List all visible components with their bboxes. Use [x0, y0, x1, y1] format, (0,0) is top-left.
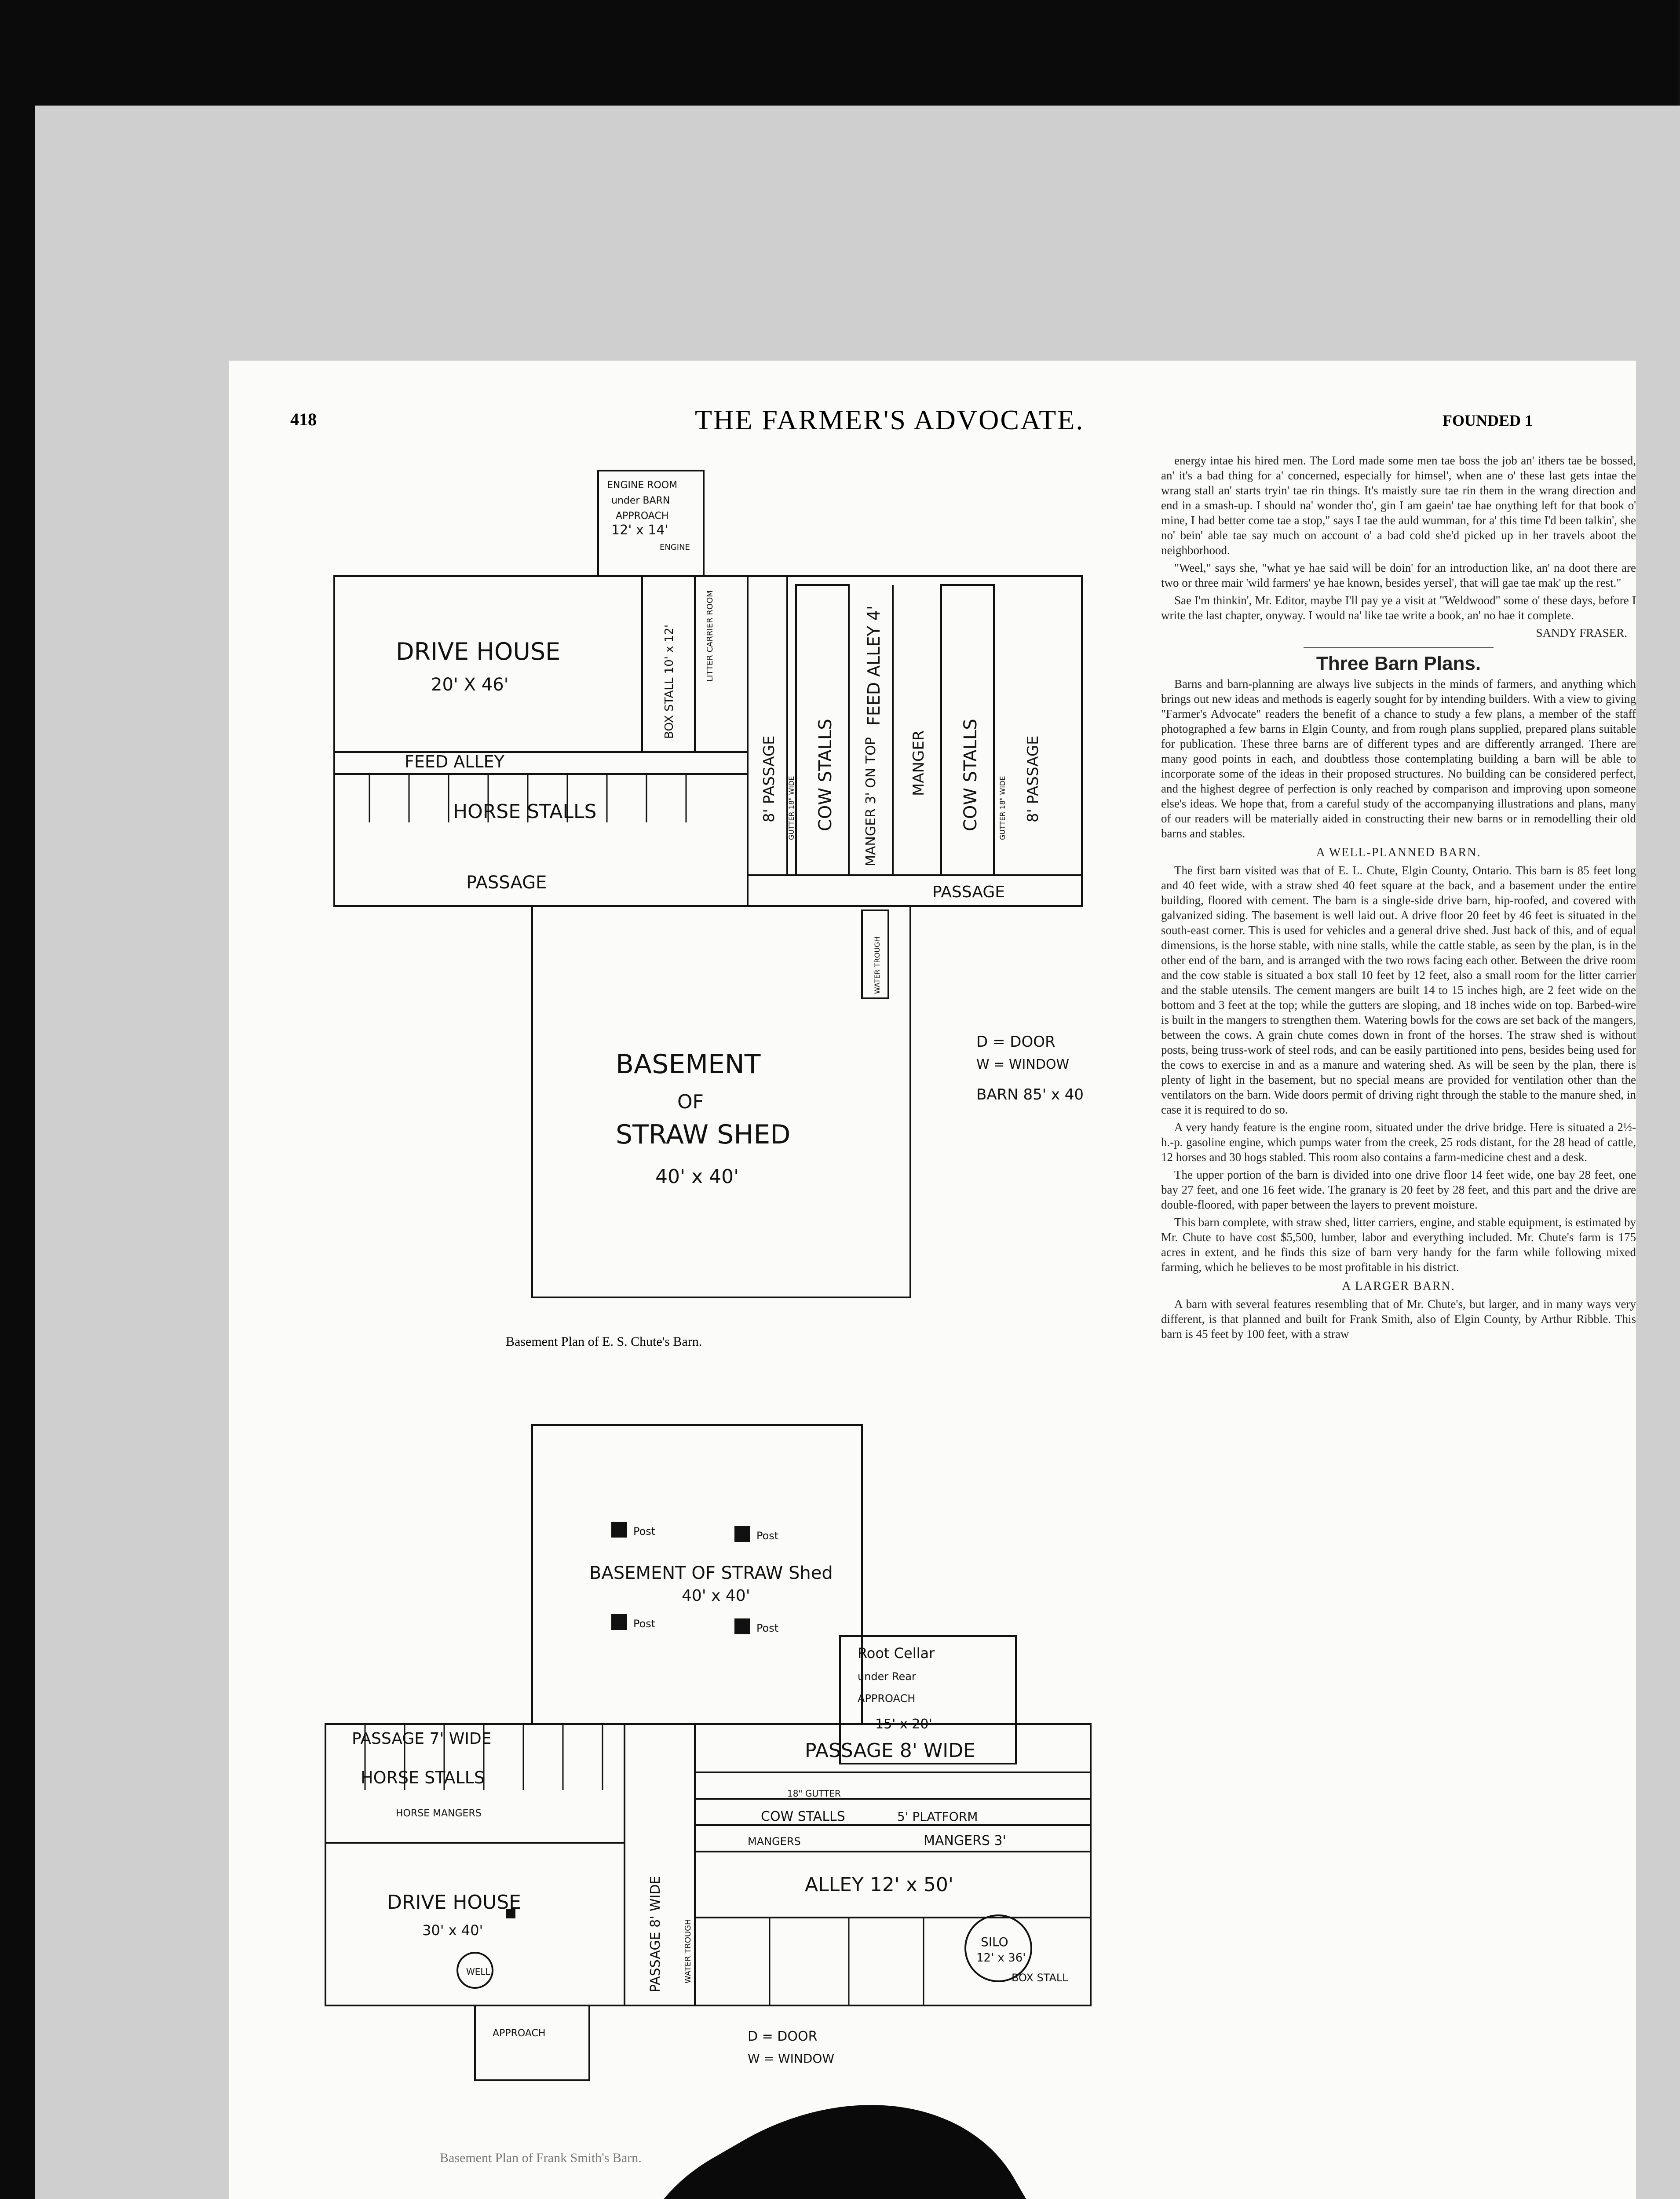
article-heading: Three Barn Plans. — [1316, 653, 1481, 674]
plan1-passage-8-right: 8' PASSAGE — [1024, 735, 1042, 822]
plan1-engine-word: ENGINE — [660, 543, 690, 552]
plan2-alley: ALLEY 12' x 50' — [805, 1874, 953, 1896]
plan2-mangers: MANGERS — [748, 1835, 801, 1848]
author-signature: SANDY FRASER. — [1536, 626, 1627, 639]
plan1-passage-label: PASSAGE — [466, 873, 547, 893]
plan1-feed-alley-4: FEED ALLEY 4' — [864, 605, 884, 726]
article-subheading: A LARGER BARN. — [1342, 1279, 1455, 1293]
plan1-engine-room-label: ENGINE ROOM — [607, 480, 678, 491]
founded-label: FOUNDED 1 — [1443, 412, 1533, 429]
plan1-manger-2: MANGER — [910, 730, 928, 796]
plan1-cow-stalls-2: COW STALLS — [961, 719, 981, 831]
plan1-engine-dim: 12' x 14' — [611, 522, 668, 538]
plan2-horse-mangers: HORSE MANGERS — [396, 1808, 482, 1819]
plan1-drive-house-label: DRIVE HOUSE — [396, 638, 561, 665]
plan2-post-1: Post — [633, 1525, 656, 1538]
article-paragraph: "Weel," says she, "what ye hae said will be doin' for an introduction like, an' na doot there are two or three mair 'wild farmers' ye hae known, besides yersel', that will gae tae mak' up the rest." — [1161, 561, 1636, 589]
section-divider — [1304, 647, 1494, 648]
plan1-legend-door: D = DOOR — [976, 1033, 1055, 1051]
plan1-basement-line3: STRAW SHED — [616, 1119, 791, 1150]
plan2-post-2: Post — [756, 1530, 779, 1542]
plan2-silo-label: SILO — [981, 1935, 1008, 1949]
plan1-passage-8-left: 8' PASSAGE — [760, 735, 778, 822]
plan2-passage-8: PASSAGE 8' WIDE — [805, 1739, 975, 1762]
plan2-root-dim: 15' x 20' — [875, 1717, 932, 1732]
plan1-litter-room-label: LITTER CARRIER ROOM — [705, 590, 715, 682]
plan2-passage-side: PASSAGE 8' WIDE — [648, 1876, 663, 1992]
article-paragraph: Barns and barn-planning are always live subjects in the minds of farmers, and anything which brings out new ideas and methods is eagerly sought for by intending builders. With a view to giving "Farmer's Advocate" readers the benefit of a chance to study a few plans, a member of the staff photographed a few barns in Elgin County, and from rough plans supplied, prepared plans suitable for publication. These three barns are of different types and are differently arranged. There are many good points in each, and doubtless those contemplating building a barn will be able to incorporate some of the ideas in their proposed structures. No building can be considered perfect, and the highest degree of perfection is only reached by comparison and improving upon someone else's ideas. We hope that, from a careful study of the accompanying illustrations and plans, many of our readers will be materially aided in constructing their new barns or in remodelling their old barns and stables. — [1161, 677, 1636, 840]
article-subheading: A WELL-PLANNED BARN. — [1316, 846, 1481, 859]
plan2-drive-dim: 30' x 40' — [422, 1922, 483, 1939]
plan1-cow-stalls-1: COW STALLS — [815, 719, 836, 831]
plan2-root-sub2: APPROACH — [858, 1692, 916, 1705]
article-paragraph: This barn complete, with straw shed, litter carriers, engine, and stable equipment, is estimated by Mr. Chute to have cost $5,500, lumber, labor and everything included. Mr. Chute's farm is 175 acres in extent, and he finds this size of barn very handy for the farm while following mixed farming, which he believes to be most profitable in his district. — [1161, 1216, 1636, 1274]
plan2-gutter: 18" GUTTER — [787, 1788, 841, 1799]
barn-plans-figure — [308, 453, 1099, 2066]
plan2-outline — [325, 1724, 1091, 2005]
plan1-engine-sub1: under BARN — [611, 495, 670, 506]
plan2-passage-7: PASSAGE 7' WIDE — [352, 1730, 492, 1748]
plan2-post-3: Post — [633, 1618, 656, 1630]
article-paragraph: The first barn visited was that of E. L. Chute, Elgin County, Ontario. This barn is 85 feet long and 40 feet wide, with a straw shed 40 feet square at the back, and a basement under the entire building, floored with cement. The barn is a single-side drive barn, hip-roofed, and covered with galvanized siding. The basement is well laid out. A drive floor 20 feet by 46 feet is situated in the south-east corner. This is used for vehicles and a general drive shed. Just back of this, and of equal dimensions, is the horse stable, with nine stalls, while the cattle stable, as seen by the plan, is in the other end of the barn, and is arranged with the two rows facing each other. Between the drive room and the cow stable is situated a box stall 10 feet by 12 feet, also a small room for the litter carrier and the stable utensils. The cement mangers are built 14 to 15 inches high, are 2 feet wide on the bottom and 3 feet at the top; while the gutters are sloping, and 18 inches wide on top. Barbed-wire is built in the mangers to strengthen them. Watering bowls for the cows are set back of the mangers, between the cows. A grain chute comes down in front of the horses. The straw shed is without posts, being truss-work of steel rods, and can be easily partitioned into pens, besides being used for the cows to exercise in and as a manure and watering shed. As will be seen by the plan, there is plenty of light in the basement, but no special means are provided for ventilation other than the ventilators on the barn. Wide doors permit of driving right through the stable to the manure shed, in case it is required to do so. — [1161, 864, 1636, 1116]
plan1-caption: Basement Plan of E. S. Chute's Barn. — [506, 1334, 702, 1349]
plan1-passage2-label: PASSAGE — [932, 883, 1005, 901]
plan1-water-trough: WATER TROUGH — [873, 936, 881, 994]
article-paragraph: A very handy feature is the engine room, situated under the drive bridge. Here is situated a 2½-h.-p. gasoline engine, which pumps water from the creek, 25 rods distant, for the 28 head of cattle, 12 horses and 30 hogs stabled. This room also contains a farm-medicine chest and a desk. — [1161, 1121, 1636, 1164]
article-column — [1161, 453, 1636, 1344]
plan1-gutter-2: GUTTER 18" WIDE — [998, 776, 1007, 840]
plan2-post-4: Post — [756, 1622, 779, 1634]
plan2-cow-stalls: COW STALLS — [761, 1809, 845, 1824]
plan2-legend-door: D = DOOR — [748, 2029, 818, 2044]
plan1-engine-sub2: APPROACH — [616, 511, 669, 522]
plan2-root-sub1: under Rear — [858, 1670, 916, 1683]
article-paragraph: A barn with several features resembling that of Mr. Chute's, but larger, and in many ways very different, is that planned and built for Frank Smith, also of Elgin County, by Arthur Ribble. This barn is 45 feet by 100 feet, with a straw — [1161, 1297, 1636, 1341]
plan1-manger-1: MANGER 3' ON TOP — [863, 737, 879, 866]
plan2-silo-dim: 12' x 36' — [976, 1951, 1026, 1965]
plan1-drive-house-dim: 20' X 46' — [431, 675, 509, 695]
plan1-box-stall-label: BOX STALL 10' x 12' — [663, 624, 676, 739]
plan2-platform: 5' PLATFORM — [897, 1809, 978, 1824]
plan1-legend-window: W = WINDOW — [976, 1057, 1070, 1072]
article-paragraph: The upper portion of the barn is divided into one drive floor 14 feet wide, one bay 28 feet, one bay 27 feet, and one 16 feet wide. The granary is 20 feet by 28 feet, and this part and the drive are double-floored, with paper between the layers to prevent moisture. — [1161, 1168, 1636, 1211]
plan2-approach: APPROACH — [493, 2028, 546, 2039]
plan2-mangers-3: MANGERS 3' — [924, 1833, 1006, 1848]
plan2-well-label: WELL — [466, 1966, 490, 1977]
article-paragraph: energy intae his hired men. The Lord made some men tae boss the job an' ithers tae be bossed, an' it's a bad thing for a' concerned, especially for himsel', when ane o' these last gets intae the wrang stall an' starts tryin' tae rin things. It's maistly sure tae rin them in the wrang direction and end in a smash-up. I should na' wonder tho', gin I am gaein' tae hae onything left for that book o' mine, I had better come tae a stop," says I tae the auld wumman, for a' this time I'd been talkin', she no' bein' able tae say much on account o' a bad cold she'd picked up in her travels aboot the neighborhood. — [1161, 454, 1636, 557]
plan1-basement-line2: OF — [677, 1091, 704, 1113]
plan2-box-stall: BOX STALL — [1012, 1972, 1068, 1984]
masthead-title: THE FARMER'S ADVOCATE. — [695, 404, 1085, 435]
plan2-root-cellar-label: Root Cellar — [858, 1645, 935, 1662]
plan2-horse-stalls: HORSE STALLS — [361, 1768, 485, 1787]
plan1-straw-shed — [532, 906, 910, 1297]
plan1-feed-alley-label: FEED ALLEY — [405, 752, 504, 771]
article-paragraph: Sae I'm thinkin', Mr. Editor, maybe I'll pay ye a visit at "Weldwood" some o' these days, before I write the last chapter, onyway. I would na' like tae write a book, an' no hae it complete. — [1161, 594, 1636, 622]
plan2-legend-window: W = WINDOW — [748, 2051, 835, 2066]
plan1-horse-stalls-label: HORSE STALLS — [453, 800, 597, 823]
plan1-gutter-1: GUTTER 18" WIDE — [787, 776, 796, 840]
plan2-caption: Basement Plan of Frank Smith's Barn. — [440, 2151, 642, 2165]
plan1-basement-dim: 40' x 40' — [655, 1165, 739, 1188]
plan2-straw-shed-dim: 40' x 40' — [682, 1587, 750, 1605]
page-number: 418 — [290, 409, 317, 429]
plan2-water-trough: WATER TROUGH — [683, 1919, 693, 1983]
plan1-basement-line1: BASEMENT — [616, 1049, 761, 1080]
plan1-barn-dim: BARN 85' x 40 — [976, 1086, 1084, 1103]
plan2-drive-house: DRIVE HOUSE — [387, 1891, 521, 1914]
plan2-straw-shed-label: BASEMENT OF STRAW Shed — [589, 1563, 833, 1583]
